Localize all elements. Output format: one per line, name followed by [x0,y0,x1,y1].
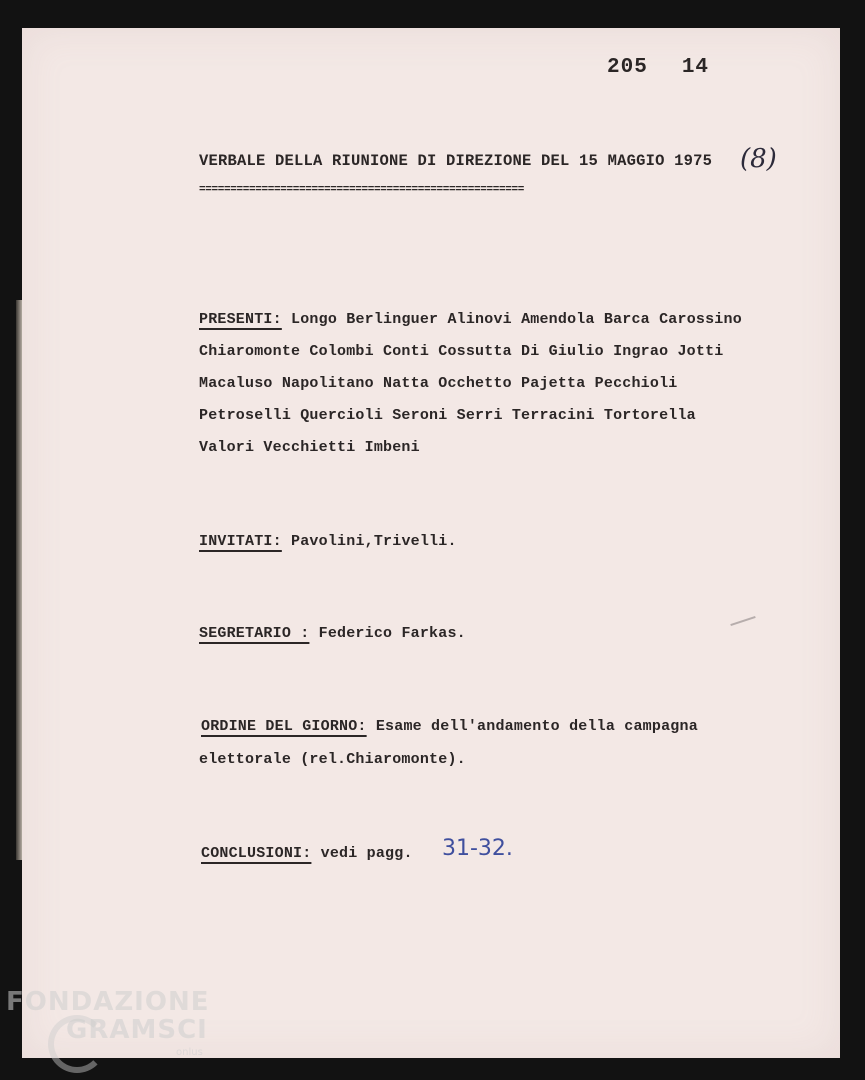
presenti-line-2: Chiaromonte Colombi Conti Cossutta Di Giulio Ingrao Jotti [199,343,724,360]
conclusioni-line [201,845,413,862]
segretario-label: SEGRETARIO : [199,625,310,642]
presenti-line-1 [199,311,742,328]
presenti-label: PRESENTI: [199,311,282,328]
watermark-line-1: FONDAZIONE [6,987,210,1017]
conclusioni-label: CONCLUSIONI: [201,845,312,862]
segretario-text: Federico Farkas. [318,625,466,642]
document-page [22,28,840,1058]
conclusioni-text: vedi pagg. [320,845,413,862]
watermark-line-2: GRAMSCI [66,1015,208,1045]
handwritten-number: (8) [740,144,777,174]
ordine-line-2: elettorale (rel.Chiaromonte). [199,751,466,768]
page-number-right: 14 [681,56,710,79]
presenti-names-1: Longo Berlinguer Alinovi Amendola Barca Carossino [291,311,742,328]
invitati-text: Pavolini,Trivelli. [291,533,457,550]
presenti-line-5: Valori Vecchietti Imbeni [199,439,420,456]
document-title: VERBALE DELLA RIUNIONE DI DIREZIONE DEL 15 MAGGIO 1975 [199,152,713,170]
watermark-suffix: onlus [176,1047,203,1058]
presenti-line-3: Macaluso Napolitano Natta Occhetto Pajetta Pecchioli [199,375,678,392]
invitati-label: INVITATI: [199,533,282,550]
invitati-line [199,533,457,550]
presenti-line-4: Petroselli Quercioli Seroni Serri Terracini Tortorella [199,407,696,424]
watermark-g-icon [48,1015,106,1073]
handwritten-pages: 31-32. [442,836,513,861]
page-number [607,56,709,79]
ordine-text-1: Esame dell'andamento della campagna [375,718,698,735]
segretario-line [199,625,466,642]
pencil-mark [730,616,755,626]
ordine-label: ORDINE DEL GIORNO: [201,718,367,735]
watermark-logo [6,987,210,1058]
title-rule: ==================================================== [199,184,525,196]
ordine-line-1 [201,718,698,735]
page-number-left: 205 [607,56,648,79]
